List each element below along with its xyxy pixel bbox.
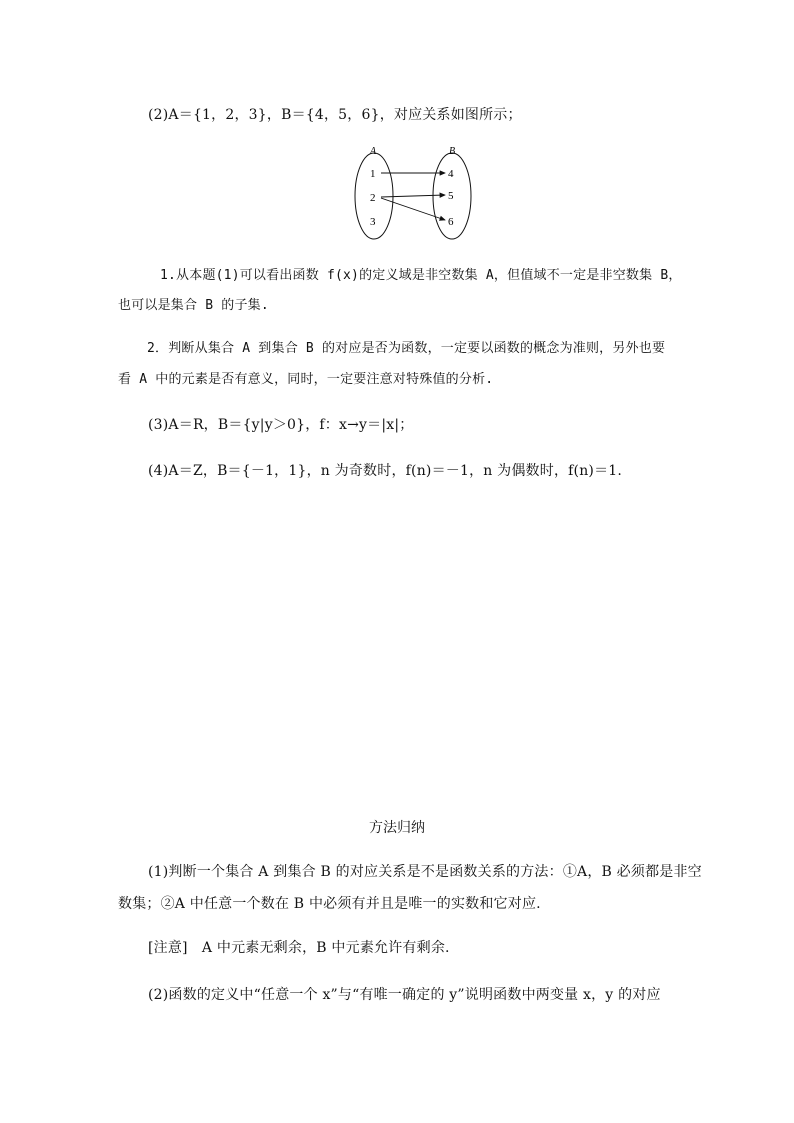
a-item-2: 2 xyxy=(370,192,376,204)
note-1-line-2: 也可以是集合 B 的子集. xyxy=(118,298,269,313)
note-1-line-1: 1.从本题(1)可以看出函数 f(x)的定义域是非空数集 A，但值域不一定是非空数集 B， xyxy=(160,268,682,283)
a-item-1: 1 xyxy=(370,168,376,180)
arrow-2-to-5 xyxy=(381,195,445,197)
method-1-line-2: 数集；②A 中任意一个数在 B 中必须有并且是唯一的实数和它对应. xyxy=(118,896,541,912)
mapping-diagram xyxy=(340,142,490,246)
method-2-line-1: (2)函数的定义中“任意一个 x”与“有唯一确定的 y”说明函数中两变量 x，y 的对应 xyxy=(148,987,661,1003)
problem-part-3: (3)A＝R，B＝{y|y＞0}，f：x→y＝|x|； xyxy=(148,417,414,433)
a-item-3: 3 xyxy=(370,216,376,228)
note-2-line-1: 2．判断从集合 A 到集合 B 的对应是否为函数，一定要以函数的概念为准则，另外也要 xyxy=(147,341,666,356)
set-a-label: A xyxy=(370,146,377,157)
method-summary-heading: 方法归纳 xyxy=(369,820,425,836)
b-item-4: 4 xyxy=(448,168,454,180)
method-1-line-1: (1)判断一个集合 A 到集合 B 的对应关系是不是函数关系的方法：①A，B 必须都是非空 xyxy=(148,864,702,880)
b-item-5: 5 xyxy=(448,190,454,202)
method-note: [注意] A 中元素无剩余，B 中元素允许有剩余. xyxy=(148,940,450,956)
set-b-label: B xyxy=(449,146,456,157)
note-2-line-2: 看 A 中的元素是否有意义，同时，一定要注意对特殊值的分析. xyxy=(118,372,494,387)
problem-part-2: (2)A＝{1，2，3}，B＝{4，5，6}，对应关系如图所示； xyxy=(148,107,522,123)
b-item-6: 6 xyxy=(448,216,454,228)
problem-part-4: (4)A＝Z，B＝{－1，1}，n 为奇数时，f(n)＝－1，n 为偶数时，f(n)＝1. xyxy=(148,463,623,479)
